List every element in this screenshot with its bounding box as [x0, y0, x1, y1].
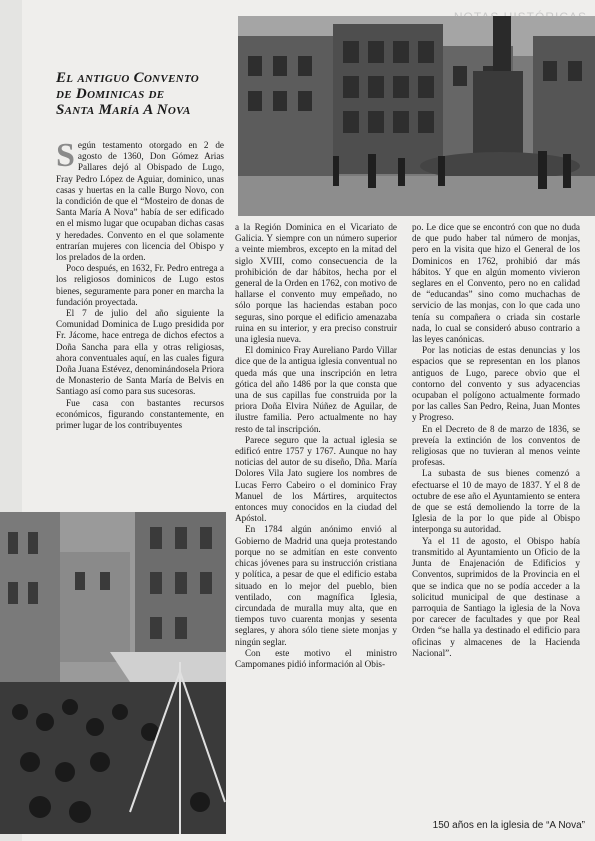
- paragraph: Con este motivo el ministro Campomanes pidió información al Obis-: [235, 647, 397, 669]
- historic-square-photo: [238, 16, 595, 216]
- paragraph: Fue casa con bastantes recursos económicos, figurando constantemente, en primer lugar de los contribuyentes: [56, 397, 224, 431]
- title-line-3: Santa María A Nova: [56, 102, 191, 118]
- paragraph: Por las noticias de estas denuncias y los espacios que se representan en los planos antiguos de Lugo, parece obvio que el contorno del convento y sus adyacencias ocupaban el polígono actualmente formado por las calles San Pedro, Reina, Juan Montes y Progreso.: [412, 345, 580, 423]
- article-title: [56, 70, 231, 118]
- paragraph: Ya el 11 de agosto, el Obispo había transmitido al Ayuntamiento un Oficio de la Junta de Enajenación de Edificios y Conventos, suprimidos de la Provincia en el que se indica que no se podía acceder a la solicitud municipal de que destinase a parroquia de Santiago la iglesia de la Nova por carecer de facultades y que por Real Orden “se halla ya destinado el edificio para oficinas y almacenes de la Hacienda Nacional”.: [412, 535, 580, 658]
- street-market-illustration: [0, 512, 226, 834]
- column-2: [235, 222, 397, 670]
- paragraph: La subasta de sus bienes comenzó a efectuarse el 10 de mayo de 1837. Y el 8 de octubre de ese año el Ayuntamiento se entera de que se está demoliendo la torre de la Iglesia de la por lo que pide al Obispo interponga su autoridad.: [412, 468, 580, 535]
- paragraph: En el Decreto de 8 de marzo de 1836, se preveía la extinción de los conventos de religiosas que no tuvieran al menos veinte profesas.: [412, 423, 580, 468]
- paragraph: En 1784 algún anónimo envió al Gobierno de Madrid una queja protestando porque no se admitían en este convento chicas jóvenes para su instrucción cristiana y política, a pesar de que el edificio estaba situado en lo mejor del pueblo, bien ventilado, con magnífica Iglesia, circundada de muralla muy alta, que en tiempos tuvo cuarenta monjas y sesenta seglares, y ahora sólo tiene siete monjas y ningún seglar.: [235, 524, 397, 647]
- paragraph: po. Le dice que se encontró con que no duda de que pudo haber tal número de monjas, pero en la visita que hizo el General de los Dominicos en 1762, prohibió dar más hábitos. Y que en algún momento vivieron seglares en el Convento, pero no en calidad de “educandas” sino como muchachas de servicio de las monjas, con lo que cada uno tenía su compañera o criada sin costarle nada, lo cual se consideró abuso contrario a las leyes canónicas.: [412, 222, 580, 345]
- paragraph: Poco después, en 1632, Fr. Pedro entrega a los religiosos dominicos de Lugo estos bienes, seguramente para poner en marcha la fundación proyectada.: [56, 263, 224, 307]
- paragraph: El dominico Fray Aureliano Pardo Villar dice que de la antigua iglesia conventual no queda más que una inscripción en letra gótica del año 1486 por la que consta que una de sus capillas fue construida por la priora Doña Elvira Núñez de Aguilar, de ilustre familia. Pero actualmente no hay resto de tal inscripción.: [235, 345, 397, 434]
- historic-square-illustration: [238, 16, 595, 216]
- column-1: [56, 137, 224, 431]
- paragraph: a la Región Dominica en el Vicariato de Galicia. Y siempre con un número superior a veinte miembros, excepto en la mitad del siglo XVIII, como consecuencia de la prohibición de dar hábitos, hecha por el general de la Orden en 1762, con motivo de hallarse el convento muy empeñado, no sólo porque las haciendas estaban poco seguras, sino porque el edificio amenazaba ruina en su interior, y era preciso construir una iglesia nueva.: [235, 222, 397, 345]
- street-market-photo: [0, 512, 226, 834]
- drop-cap: S: [56, 137, 75, 174]
- column-3: [412, 222, 580, 659]
- paragraph: Según testamento otorgado en 2 de agosto de 1360, Don Gómez Arias Pallares dejó al Obispado de Lugo, Fray Pedro López de Aguiar, dominico, unas casas y huertas en la calle Burgo Novo, con la condición de que el “Mosteiro de donas de Santa María A Nova” había de ser edificado en el mismo lugar que ocupaban dichas casas y heredades. Convento en el que solamente entrarían mujeres con licencia del Obispo y los prelados de la orden.: [56, 137, 224, 263]
- paragraph: Parece seguro que la actual iglesia se edificó entre 1757 y 1767. Aunque no hay noticias del autor de su diseño, Dña. María Dolores Vila Jato sugiere los nombres de Lucas Ferro Cabeiro o el dominico Fray Manuel de los Mártires, arquitectos entonces muy conocidos en la ciudad del Apóstol.: [235, 434, 397, 524]
- page-footer: 150 años en la iglesia de “A Nova”: [432, 820, 585, 831]
- title-line-2: de Dominicas de: [56, 86, 165, 102]
- paragraph: El 7 de julio del año siguiente la Comunidad Dominica de Lugo presidida por Fr. Jácome, hace entrega de dichos efectos a Doña Sancha para ella y otras religiosas, ahora conventuales aquí, en las cuales figura Doña Juana Estévez, denominándosela Priora de Monasterio de Santa María de Belvis en Santiago así como para sus sucesoras.: [56, 308, 224, 397]
- title-line-1: El antiguo Convento: [56, 70, 200, 86]
